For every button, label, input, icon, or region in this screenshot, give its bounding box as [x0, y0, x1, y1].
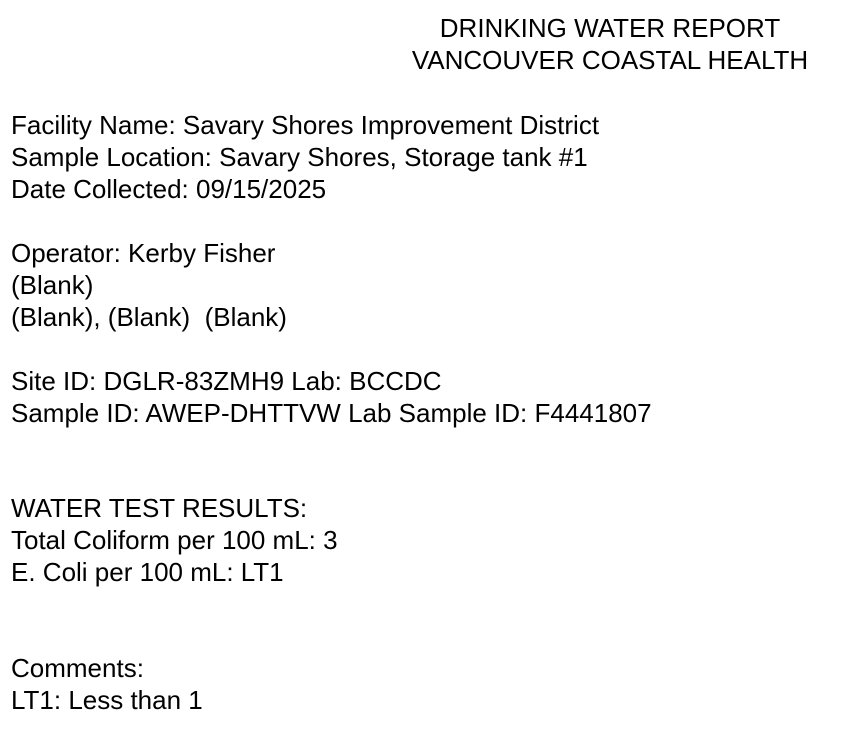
operator-info: [11, 237, 287, 333]
health-authority: VANCOUVER COASTAL HEALTH: [411, 45, 809, 75]
date-collected: Date Collected: 09/15/2025: [11, 174, 327, 204]
site-id: Site ID: DGLR-83ZMH9 Lab: BCCDC: [11, 366, 442, 396]
comments-section: [11, 652, 203, 716]
test-results: [11, 492, 338, 588]
operator-address-line: (Blank): [11, 270, 94, 300]
results-heading: WATER TEST RESULTS:: [11, 493, 308, 523]
operator-name: Operator: Kerby Fisher: [11, 238, 276, 268]
report-header: [396, 12, 824, 76]
total-coliform-result: Total Coliform per 100 mL: 3: [11, 525, 338, 555]
comment-lt1: LT1: Less than 1: [11, 685, 203, 715]
sample-location: Sample Location: Savary Shores, Storage tank #1: [11, 142, 588, 172]
sample-id: Sample ID: AWEP-DHTTVW Lab Sample ID: F4441807: [11, 398, 652, 428]
facility-info: [11, 109, 599, 205]
ecoli-result: E. Coli per 100 mL: LT1: [11, 557, 284, 587]
comments-heading: Comments:: [11, 653, 144, 683]
identifier-info: [11, 365, 652, 429]
operator-city-line: (Blank), (Blank) (Blank): [11, 302, 287, 332]
facility-name: Facility Name: Savary Shores Improvement District: [11, 110, 600, 140]
report-title: DRINKING WATER REPORT: [439, 13, 781, 43]
